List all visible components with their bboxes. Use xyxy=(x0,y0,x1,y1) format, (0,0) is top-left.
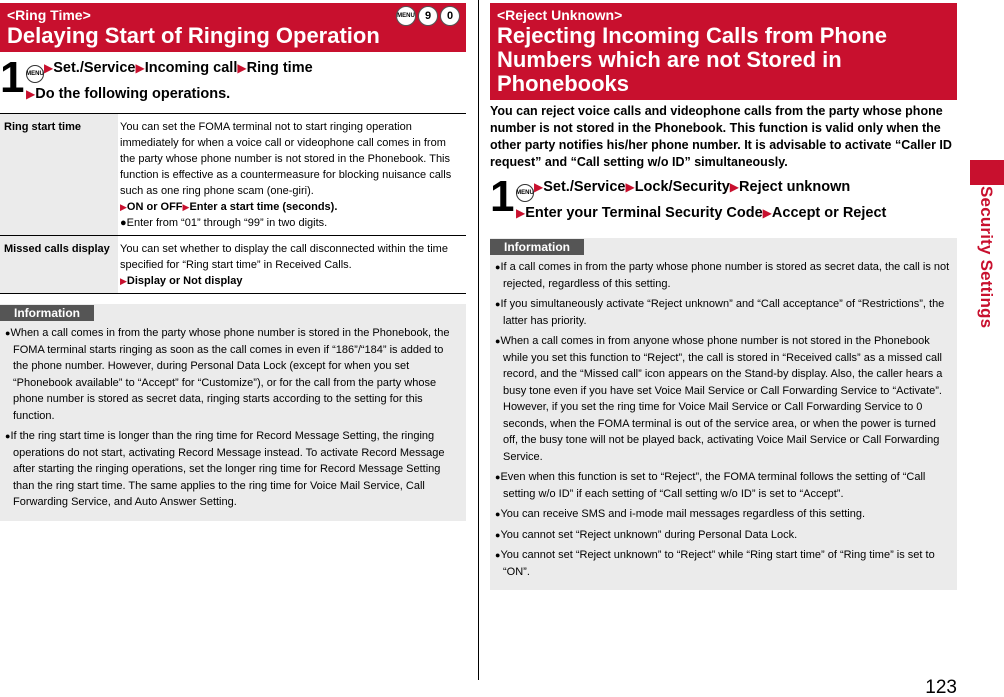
info-text: If you simultaneously activate “Reject unknown” and “Call acceptance” of “Restrictions”, the latter has priority. xyxy=(500,298,945,327)
bullet-icon: ● xyxy=(495,336,501,346)
operation-option: ON or OFF xyxy=(126,201,183,213)
info-text: You cannot set “Reject unknown” during Personal Data Lock. xyxy=(500,528,798,541)
step-1 xyxy=(0,53,466,105)
info-text: Even when this function is set to “Reject”, the FOMA terminal follows the setting of “Call setting w/o ID” if each setting of “Call setting w/o ID” is set to “Accept”. xyxy=(500,471,926,500)
row-operation xyxy=(120,199,464,215)
note-text: Enter from “01” through “99” in two digits. xyxy=(126,217,328,229)
step-instructions xyxy=(26,56,313,105)
step-menu-item: Set./Service xyxy=(53,60,136,76)
table-row xyxy=(0,236,466,294)
page-number: 123 xyxy=(925,677,957,697)
row-note xyxy=(120,215,464,231)
row-content xyxy=(118,236,466,294)
section-title-reject-unknown xyxy=(490,3,957,100)
step-menu-item: Reject unknown xyxy=(739,179,851,195)
step-1 xyxy=(490,172,957,224)
arrow-icon: ▶ xyxy=(120,276,127,286)
info-item xyxy=(495,547,952,580)
section-intro: You can reject voice calls and videophone calls from the party whose phone number is not stored in the Phonebook. This function is valid only when the other party notifies his/her phone number. It is advisable to activate “Caller ID request” and “Call setting w/o ID” simultaneously. xyxy=(490,104,952,169)
info-text: If a call comes in from the party whose phone number is stored as secret data, the call is not rejected, regardless of this setting. xyxy=(500,261,950,290)
bullet-icon: ● xyxy=(495,299,501,309)
info-item xyxy=(495,506,952,523)
section-heading: Rejecting Incoming Calls from Phone Numbers which are not Stored in Phonebooks xyxy=(497,23,887,96)
row-description: You can set the FOMA terminal not to start ringing operation immediately for when a voice call or videophone call comes in from the party whose phone number is not stored in the Phonebook. This function is effective as a countermeasure for blocking nuisance calls such as one ring phone scam (one-giri). xyxy=(120,121,452,197)
arrow-icon: ▶ xyxy=(135,61,145,75)
arrow-icon: ▶ xyxy=(120,202,127,212)
bullet-icon: ● xyxy=(495,550,501,560)
row-operation xyxy=(120,273,464,289)
row-label: Missed calls display xyxy=(0,236,118,294)
step-menu-item: Set./Service xyxy=(543,179,626,195)
left-column xyxy=(0,3,466,521)
arrow-icon: ▶ xyxy=(534,180,544,194)
arrow-icon: ▶ xyxy=(44,61,54,75)
row-content xyxy=(118,114,466,236)
arrow-icon: ▶ xyxy=(516,206,526,220)
info-text: When a call comes in from anyone whose phone number is not stored in the Phonebook while you set this function to “Reject”, the call is stored in “Received calls” as a missed call record, and the “Missed call” icon appears on the Stand-by display. Also, the caller hears a busy tone even if you have set Voice Mail Service or Call Forwarding Service to “Activate”. However, if you set the ring time for Voice Mail Service or Call Forwarding Service to 0 seconds, when the FOMA terminal is out of the service area, or when the power is turned off, the busy tone will not be played back, activating Voice Mail Service or Call Forwarding Service. xyxy=(500,335,943,463)
info-text: You can receive SMS and i-mode mail messages regardless of this setting. xyxy=(500,508,866,520)
key-9-icon: 9 xyxy=(418,6,438,26)
right-column xyxy=(490,3,957,590)
step-number: 1 xyxy=(490,172,515,221)
step-menu-item: Lock/Security xyxy=(634,179,730,195)
step-number: 1 xyxy=(0,53,25,102)
info-item xyxy=(5,325,461,424)
bullet-icon: ● xyxy=(495,262,501,272)
key-0-icon: 0 xyxy=(440,6,460,26)
arrow-icon: ▶ xyxy=(762,206,772,220)
bullet-icon: ● xyxy=(5,431,11,441)
information-label: Information xyxy=(0,305,94,321)
key-sequence xyxy=(396,6,460,26)
bullet-icon: ● xyxy=(5,328,11,338)
info-item xyxy=(495,259,952,292)
info-item xyxy=(495,333,952,465)
section-subtitle: <Ring Time> xyxy=(7,7,91,23)
section-subtitle: <Reject Unknown> xyxy=(497,7,623,23)
menu-key-icon: MENU xyxy=(26,65,44,83)
arrow-icon: ▶ xyxy=(182,202,190,212)
operation-option: Display or Not display xyxy=(126,275,243,287)
arrow-icon: ▶ xyxy=(729,180,740,194)
operation-option: Enter a start time (seconds). xyxy=(189,201,338,213)
settings-table xyxy=(0,113,466,294)
information-box xyxy=(0,304,466,521)
information-label: Information xyxy=(490,239,584,255)
step-action: Do the following operations. xyxy=(35,86,231,102)
table-row xyxy=(0,114,466,236)
step-menu-item: Incoming call xyxy=(144,60,238,76)
bullet-icon: ● xyxy=(495,472,501,482)
menu-key-icon: MENU xyxy=(516,184,534,202)
bullet-icon: ● xyxy=(495,529,501,540)
section-title-ring-time xyxy=(0,3,466,52)
info-item xyxy=(495,469,952,502)
information-box xyxy=(490,238,957,590)
arrow-icon: ▶ xyxy=(237,61,247,75)
step-instructions xyxy=(516,175,886,224)
step-menu-item: Ring time xyxy=(246,60,313,76)
info-item xyxy=(5,428,461,511)
info-item xyxy=(495,527,952,544)
step-action: Enter your Terminal Security Code xyxy=(525,205,763,221)
step-action: Accept or Reject xyxy=(771,205,887,221)
column-divider xyxy=(478,0,479,680)
menu-key-icon: MENU xyxy=(396,6,416,26)
chapter-tab xyxy=(970,160,1004,185)
arrow-icon: ▶ xyxy=(625,180,635,194)
info-text: If the ring start time is longer than the ring time for Record Message Setting, the ringing operations do not start, activating Record Message instead. To activate Record Message after starting the ringing operations, set the longer ring time for Record Message Setting than the ring start time. The same applies to the ring time for Voice Mail Service, Call Forwarding Service, and Auto Answer Setting. xyxy=(10,430,445,508)
chapter-label: Security Settings xyxy=(977,186,996,329)
bullet-icon: ● xyxy=(120,217,127,229)
section-heading: Delaying Start of Ringing Operation xyxy=(7,23,380,48)
arrow-icon: ▶ xyxy=(26,87,36,101)
info-text: You cannot set “Reject unknown” to “Reject” while “Ring start time” of “Ring time” is set to “ON”. xyxy=(500,549,935,578)
info-item xyxy=(495,296,952,329)
info-text: When a call comes in from the party whose phone number is stored in the Phonebook, the FOMA terminal starts ringing as soon as the call comes in even if “186”/“184” is added to the phone number. However, during Personal Data Lock (except for when you set “Phonebook available” to “Accept” for “Customize”), or for the call from the party whose phone number is stored as secret data, ringing starts according to the setting for this function. xyxy=(10,327,450,422)
row-description: You can set whether to display the call disconnected within the time specified for “Ring start time” in Received Calls. xyxy=(120,243,448,271)
bullet-icon: ● xyxy=(495,509,501,519)
row-label: Ring start time xyxy=(0,114,118,236)
